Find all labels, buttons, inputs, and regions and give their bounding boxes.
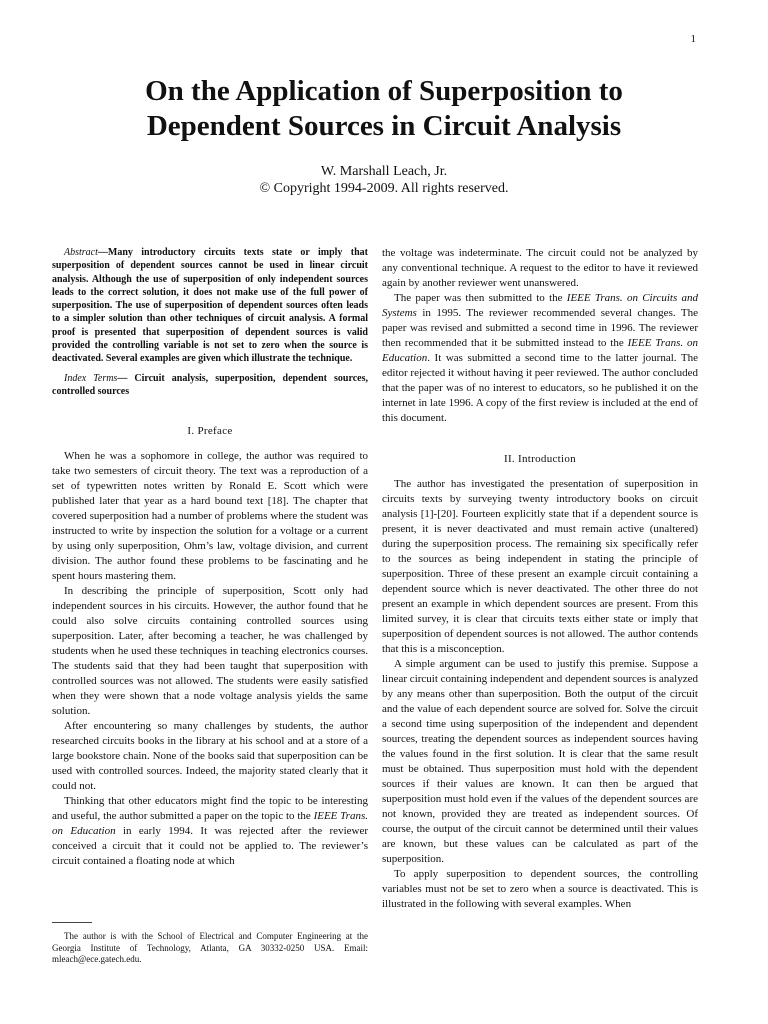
paragraph: In describing the principle of superposition, Scott only had independent sources in his circuits. However, the author found that he could also solve circuits containing controlled sources using superposition. Later, after becoming a teacher, he was challenged by students when he used these techniques in teaching electronics courses. The students said that they had been taught that superposition with controlled sources was not allowed. The students were easily satisfied when they were shown that a node voltage analysis yields the same solution.	[52, 585, 368, 718]
paragraph	[52, 794, 368, 869]
paragraph: After encountering so many challenges by students, the author researched circuits books in the library at his school and at a store of a large bookstore chain. None of the books said that superposition can be used with controlled sources. Indeed, the majority stated clearly that it could not.	[52, 720, 368, 793]
left-column	[52, 246, 368, 869]
paper-title	[0, 74, 768, 144]
paragraph-text: Thinking that other educators might find the topic to be interesting and useful, the author submitted a paper on the topic to the	[52, 795, 368, 823]
abstract	[52, 246, 368, 366]
right-column	[382, 246, 698, 912]
journal-name: IEEE Trans. on Circuits and Systems	[382, 292, 698, 319]
paragraph	[382, 291, 698, 426]
paragraph: When he was a sophomore in college, the author was required to take two semesters of circuit theory. The text was a reproduction of a set of typewritten notes written by Ronald E. Scott which were published later that year as a hard bound text [18]. The chapter that covered superposition had a number of problems where the student was instructed to write by inspection the solution for a voltage or a current by using only superposition, Ohm’s law, voltage division, and current division. The author found these problems to be fascinating and he spent hours mastering them.	[52, 450, 368, 583]
section-heading-introduction: II. Introduction	[503, 453, 576, 465]
paragraph-text: The paper was then submitted to the	[394, 292, 567, 304]
title-line-1: On the Application of Superposition to	[145, 75, 623, 107]
index-terms-text: — Circuit analysis, superposition, dependent sources, controlled sources	[52, 372, 368, 397]
paragraph-text: in 1995. The reviewer recommended several changes. The paper was revised and submitted a second time in 1996. The reviewer then recommended that it be submitted instead to the	[382, 307, 698, 349]
paragraph: the voltage was indeterminate. The circuit could not be analyzed by any conventional technique. A request to the editor to have it reviewed again by another reviewer went unanswered.	[382, 247, 698, 289]
paragraph: To apply superposition to dependent sources, the controlling variables must not be set to zero when a source is deactivated. This is illustrated in the following with several examples. When	[382, 868, 698, 910]
index-terms	[52, 372, 368, 399]
index-terms-lead: Index Terms	[64, 372, 118, 384]
footnote: The author is with the School of Electrical and Computer Engineering at the Georgia Institute of Technology, Atlanta, GA 30332-0250 USA. Email: mleach@ece.gatech.edu.	[52, 931, 368, 964]
paragraph-text: . It was submitted a second time to the latter journal. The editor rejected it without having it peer reviewed. The author concluded that the paper was of no interest to educators, so he published it on the internet in late 1996. A copy of the first review is included at the end of this document.	[382, 352, 698, 424]
paragraph-text: in early 1994. It was rejected after the reviewer conceived a circuit that it could not be applied to. The reviewer’s circuit contained a floating node at which	[52, 825, 368, 868]
paragraph: The author has investigated the presentation of superposition in circuits texts by surveying twenty introductory books on circuit analysis [1]-[20]. Fourteen explicitly state that if a dependent source is present, it is never deactivated and must remain active (unaltered) during the superposition process. The remaining six specifically refer to the sources as being independent in stating the principle of superposition. Three of these present an example circuit containing a dependent source which is never deactivated. The other three do not present an example in which dependent sources are present. From this limited survey, it is clear that circuits texts either state or imply that superposition of dependent sources is not allowed. The author contends that this is a misconception.	[382, 478, 698, 655]
footnote-rule	[52, 922, 92, 923]
copyright-notice: © Copyright 1994-2009. All rights reserved.	[259, 181, 509, 196]
journal-name: IEEE Trans. on Education	[382, 337, 698, 364]
page-number: 1	[690, 33, 696, 45]
section-heading-preface: I. Preface	[187, 425, 233, 438]
title-line-2: Dependent Sources in Circuit Analysis	[146, 110, 622, 142]
journal-name: IEEE Trans. on Education	[52, 810, 368, 838]
author-name: W. Marshall Leach, Jr.	[320, 164, 448, 179]
abstract-text: —Many introductory circuits texts state or imply that superposition of dependent sources cannot be used in linear circuit analysis. Although the use of superposition of only independent sources leads to the correct solution, it does not make use of the full power of superposition. The use of superposition of dependent sources often leads to a simpler solution than other techniques of circuit analysis. A formal proof is presented that superposition of dependent sources is valid provided the controlling variable is not set to zero when the source is deactivated. Several examples are given which illustrate the technique.	[52, 247, 368, 365]
paragraph: A simple argument can be used to justify this premise. Suppose a linear circuit containing independent and dependent sources is analyzed by any means other than superposition. Both the output of the circuit and the value of each dependent source are solved for. Solve the circuit a second time using superposition of the independent and dependent sources, treating the dependent sources as independent sources having the values found in the first solution. It is clear that the same result must be obtained. Thus superposition must hold with the dependent sources if their values are known. It can then be argued that superposition must hold even if the values of the dependent sources are not known, provided they are treated as independent sources. Of course, the output of the circuit cannot be determined until their values are known, but these values can be calculated as part of the superposition.	[382, 658, 698, 865]
abstract-lead: Abstract	[64, 247, 98, 258]
